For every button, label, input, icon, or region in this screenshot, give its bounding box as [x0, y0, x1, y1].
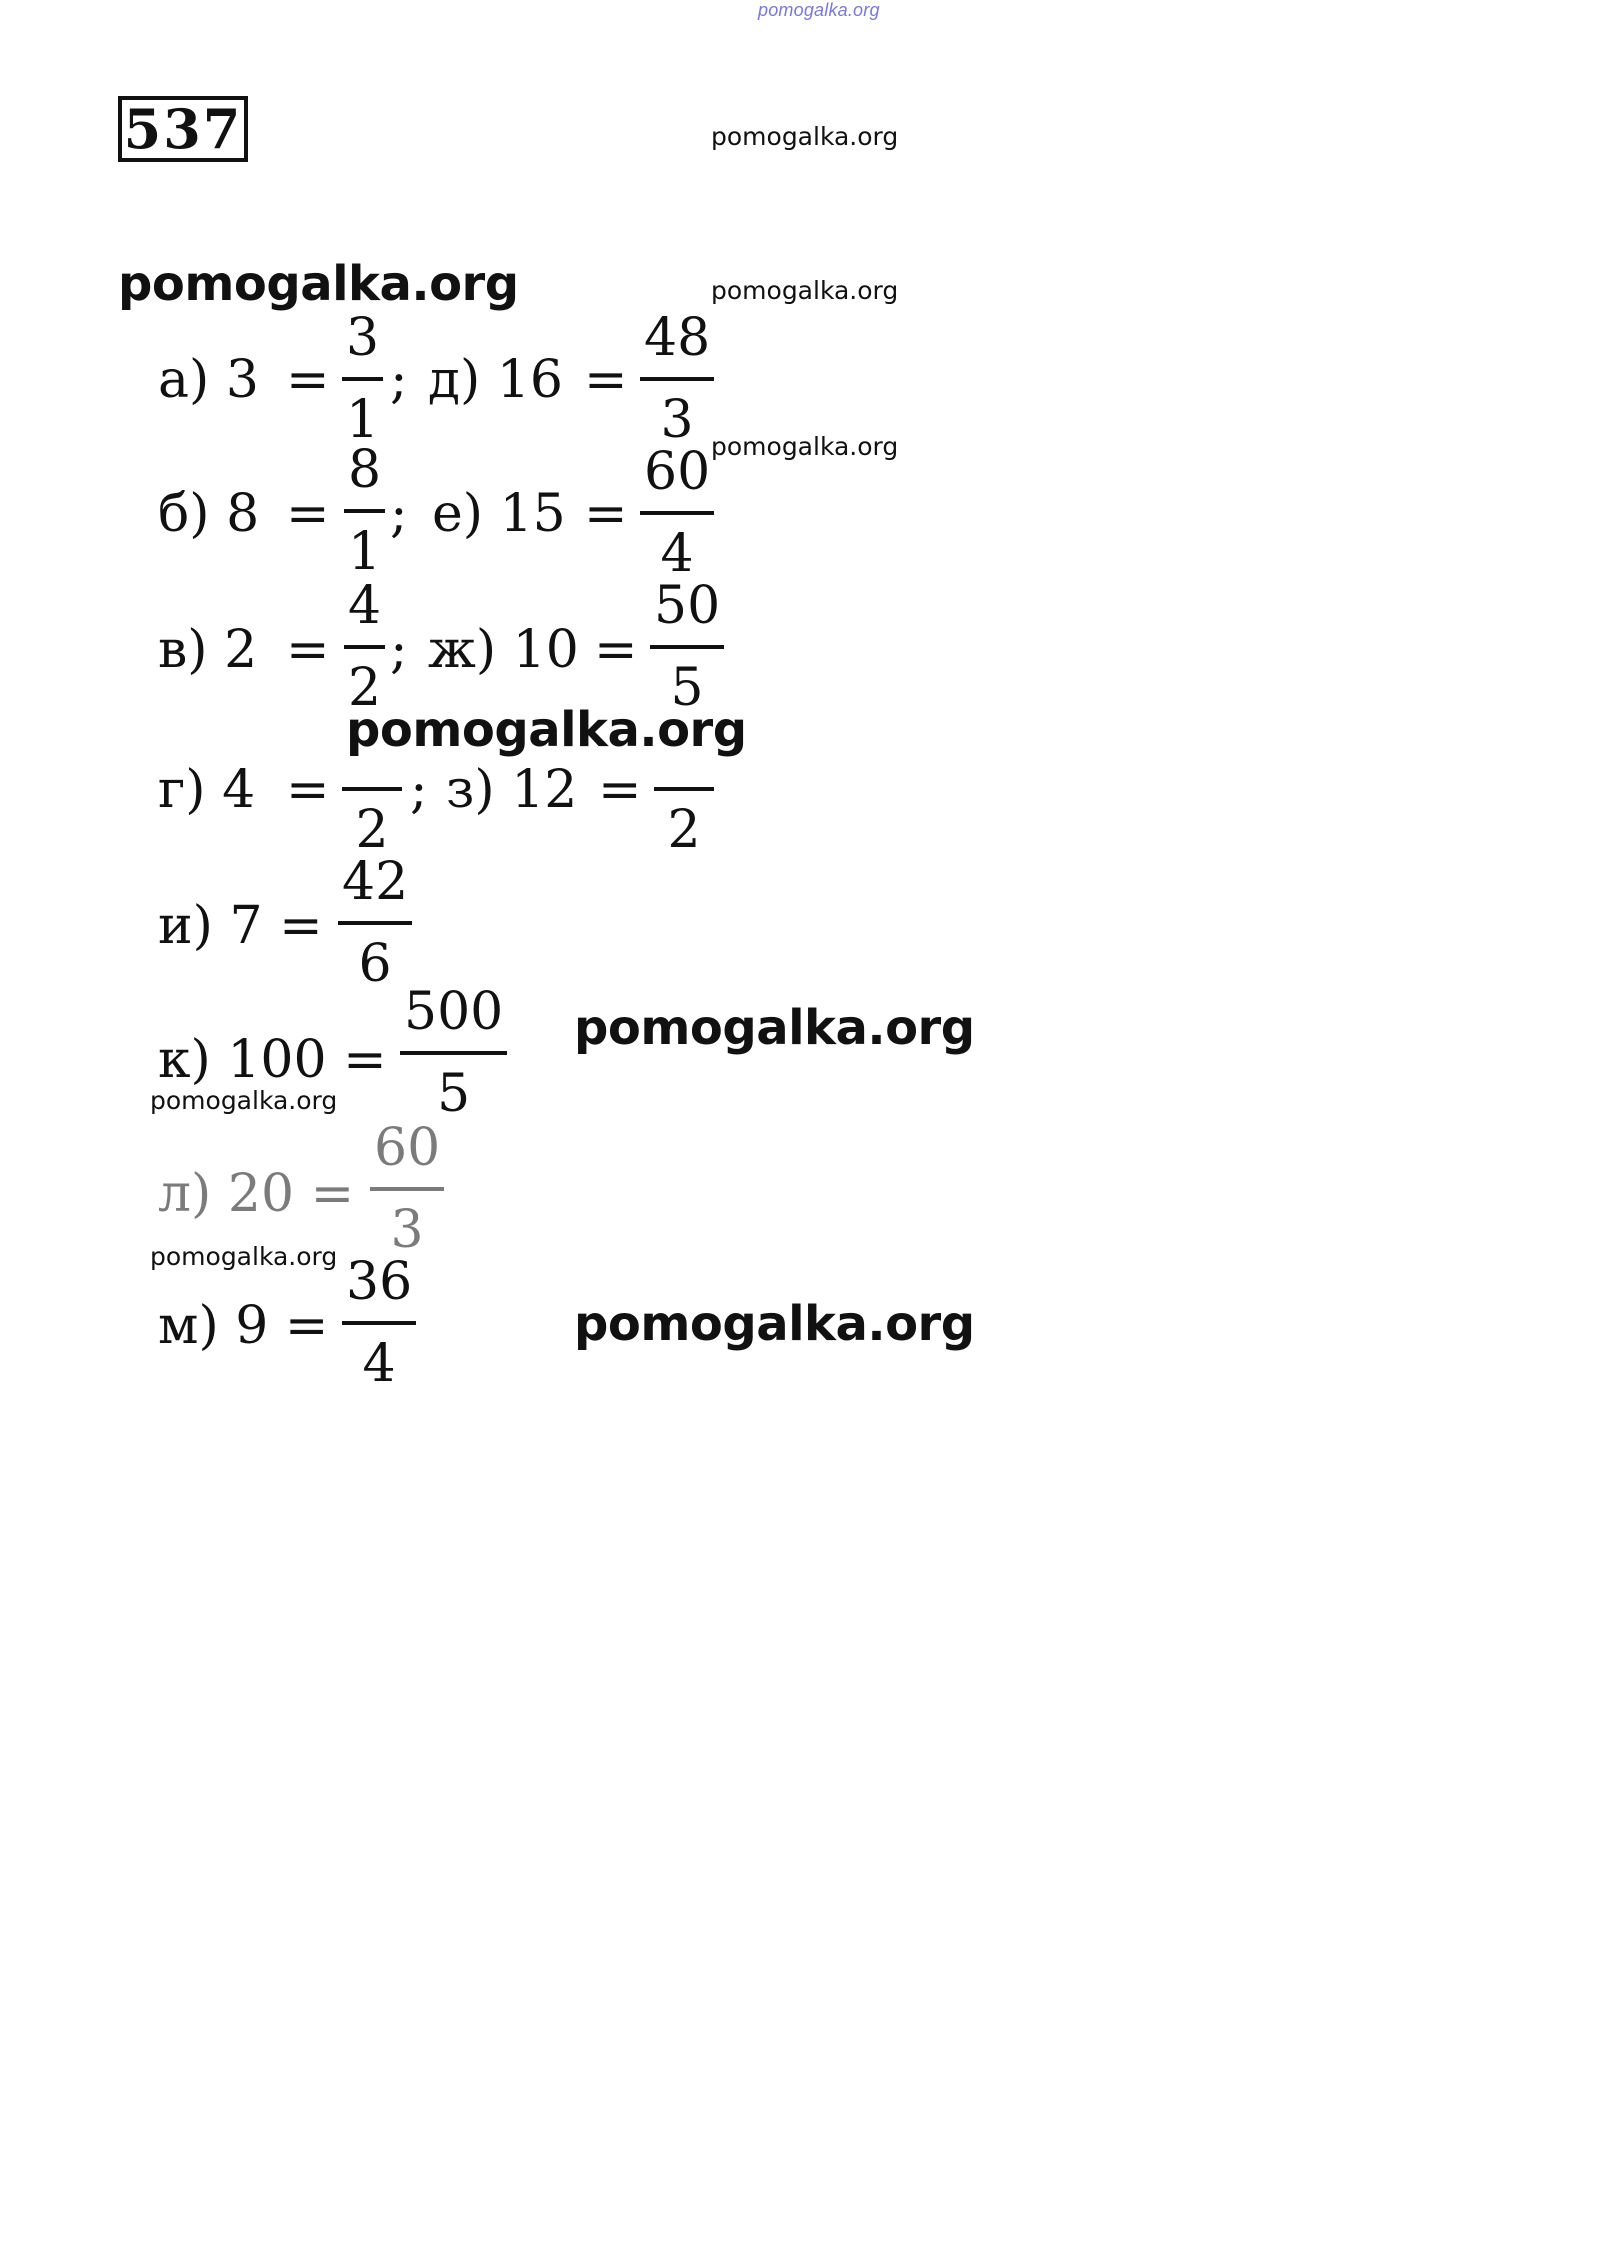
item-e-fraction: 60 4	[644, 440, 710, 586]
separator: ;	[390, 484, 408, 544]
item-v-label: в) 2	[158, 620, 258, 680]
item-a-fraction: 3 1	[346, 306, 379, 452]
item-g-fraction: 2	[346, 716, 398, 862]
item-m-label: м) 9 =	[158, 1296, 329, 1356]
item-b-label: б) 8	[158, 484, 260, 544]
separator: ;	[390, 620, 408, 680]
equals-sign: =	[594, 620, 638, 680]
item-k-label: к) 100 =	[158, 1030, 387, 1090]
equals-sign: =	[598, 760, 642, 820]
watermark-big: pomogalka.org	[118, 256, 519, 312]
item-zh-label: ж) 10	[428, 620, 579, 680]
item-k-fraction: 500 5	[404, 980, 503, 1126]
item-zh-fraction: 50 5	[654, 574, 720, 720]
equals-sign: =	[286, 760, 330, 820]
item-i-fraction: 42 6	[342, 850, 408, 996]
watermark-small: pomogalka.org	[711, 432, 899, 461]
watermark-small: pomogalka.org	[711, 276, 899, 305]
item-z-label: з) 12	[446, 760, 578, 820]
watermark-big: pomogalka.org	[574, 1296, 975, 1352]
equals-sign: =	[584, 484, 628, 544]
item-a-label: а) 3	[158, 350, 259, 410]
item-v-fraction: 4 2	[348, 574, 381, 720]
item-i-label: и) 7 =	[158, 896, 323, 956]
item-z-fraction: 2	[658, 716, 710, 862]
item-l-fraction: 60 3	[374, 1116, 440, 1262]
equals-sign: =	[584, 350, 628, 410]
equals-sign: =	[286, 620, 330, 680]
item-g-label: г) 4	[158, 760, 256, 820]
watermark-small: pomogalka.org	[150, 1086, 338, 1115]
item-b-fraction: 8 1	[348, 438, 381, 584]
item-l-label: л) 20 =	[158, 1164, 355, 1224]
item-e-label: е) 15	[432, 484, 566, 544]
item-m-fraction: 36 4	[346, 1250, 412, 1396]
watermark-big: pomogalka.org	[574, 1000, 975, 1056]
watermark-small: pomogalka.org	[150, 1242, 338, 1271]
problem-number: 537	[118, 96, 248, 162]
equals-sign: =	[286, 484, 330, 544]
separator: ;	[390, 350, 408, 410]
equals-sign: =	[286, 350, 330, 410]
watermark-top: pomogalka.org	[758, 0, 880, 20]
separator: ;	[410, 760, 428, 820]
watermark-small: pomogalka.org	[711, 122, 899, 151]
item-d-label: д) 16	[428, 350, 564, 410]
watermark-big: pomogalka.org	[346, 702, 747, 758]
item-d-fraction: 48 3	[644, 306, 710, 452]
